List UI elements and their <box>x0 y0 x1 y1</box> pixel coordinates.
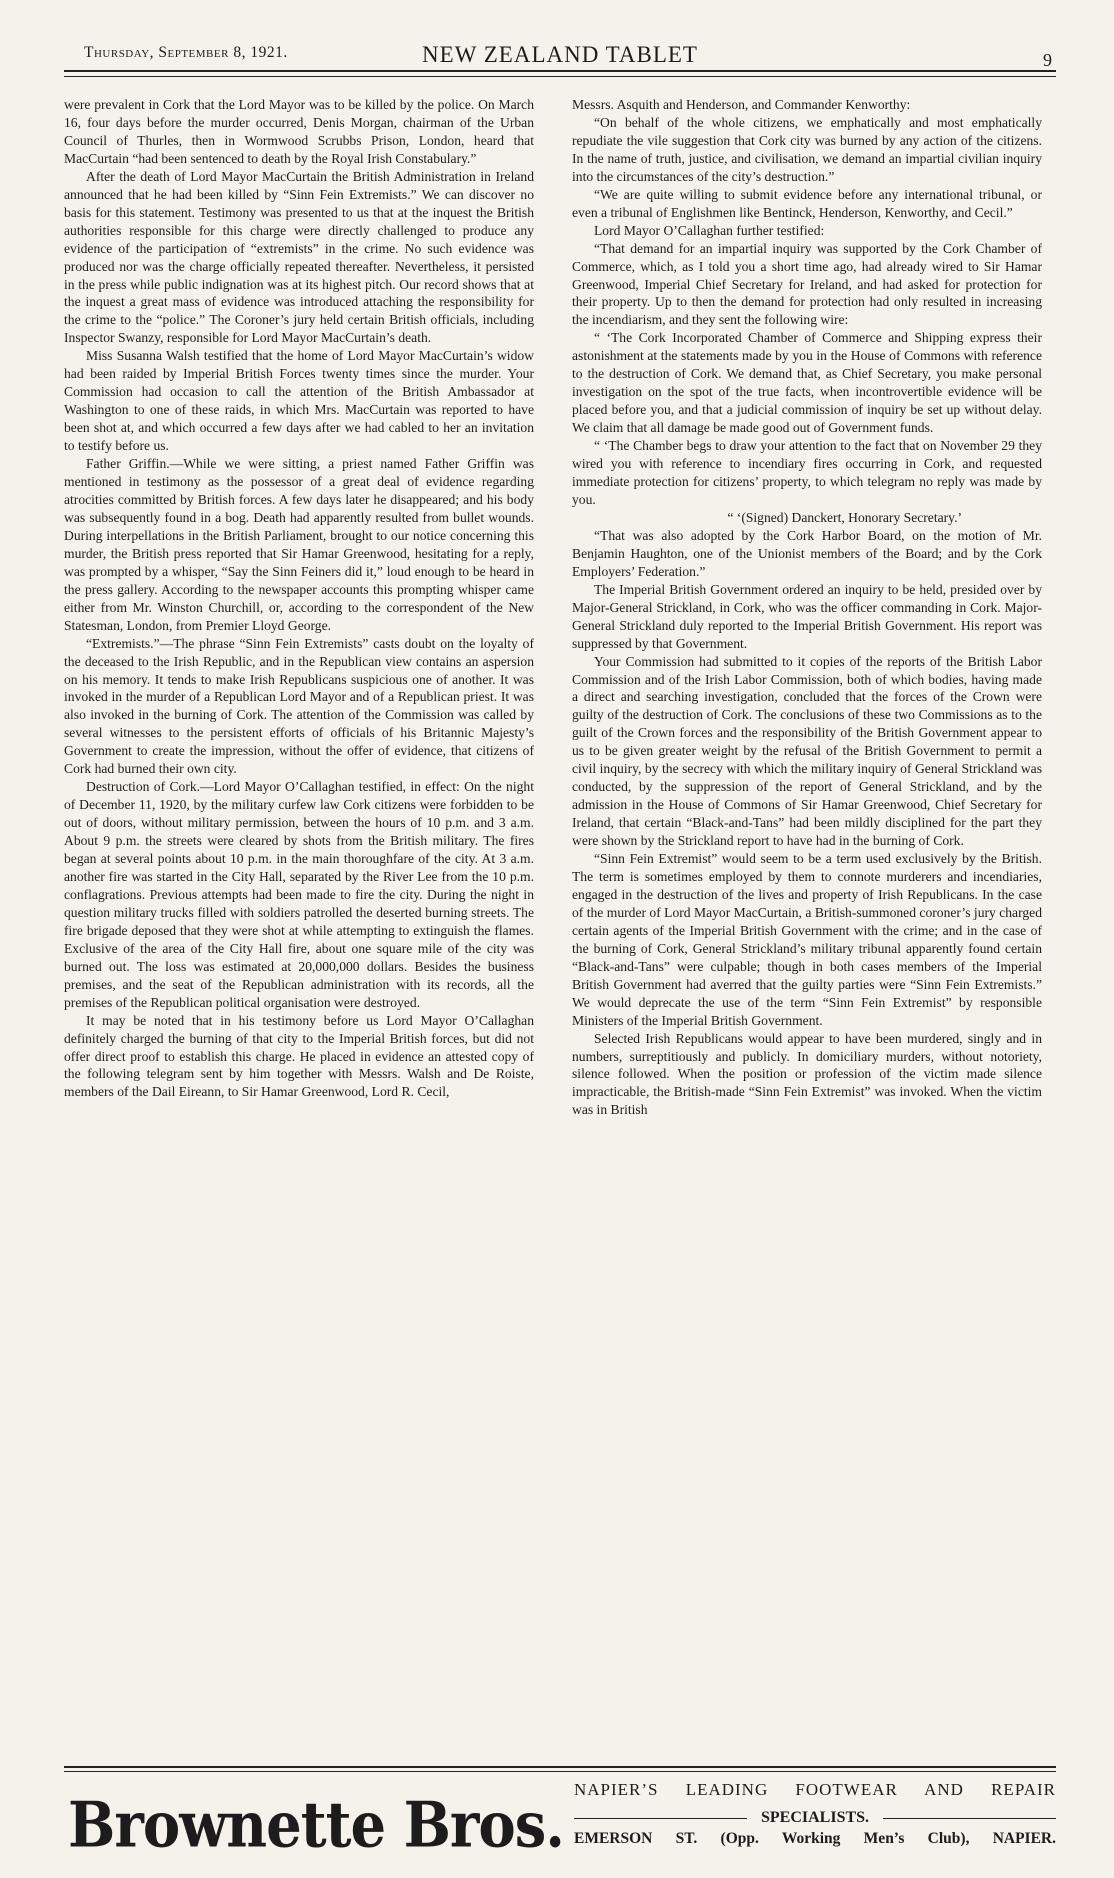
paragraph: Selected Irish Republicans would appear to have been murdered, singly and in numbers, surreptitiously and publicly. In domiciliary murders, without notoriety, silence followed. When the position or profession of the victim made silence impracticable, the British-made “Sinn Fein Extremist” was invoked. When the victim was in British <box>572 1030 1042 1118</box>
signature-line: “ ‘(Signed) Danckert, Honorary Secretary.’ <box>727 509 962 525</box>
ad-brand-name: Brownette Bros. <box>68 1788 564 1863</box>
ad-specialists <box>574 1806 1056 1830</box>
issue-date: Thursday, September 8, 1921. <box>84 44 288 61</box>
left-column <box>64 96 534 1760</box>
newspaper-title: NEW ZEALAND TABLET <box>422 42 698 67</box>
ad-specialists-label: SPECIALISTS. <box>760 1809 870 1826</box>
ad-details <box>574 1780 1056 1854</box>
paragraph: “On behalf of the whole citizens, we emphatically and most emphatically repudiate the vile suggestion that Cork city was burned by any action of the citizens. In the name of truth, justice, and civilisation, we demand an impartial civilian inquiry into the circumstances of the city’s destruction.” <box>572 114 1042 184</box>
masthead <box>64 38 1056 68</box>
right-column <box>572 96 1042 1760</box>
paragraph: were prevalent in Cork that the Lord Mayor was to be killed by the police. On March 16, four days before the murder occurred, Denis Morgan, chairman of the Urban Council of Thurles, then in Wormwood Scrubbs Prison, London, heard that MacCurtain “had been sentenced to death by the Royal Irish Constabulary.” <box>64 97 534 166</box>
divider <box>574 1818 747 1819</box>
paragraph: The Imperial British Government ordered an inquiry to be held, presided over by Major-General Strickland, in Cork, who was the officer commanding in Cork. Major-General Strickland duly reported to the Imperial British Government. His report was suppressed by that Government. <box>572 581 1042 651</box>
paragraph: “That demand for an impartial inquiry was supported by the Cork Chamber of Commerce, which, as I told you a short time ago, had already wired to Sir Hamar Greenwood, Imperial Chief Secretary for Ireland, and had asked for protection for their property. Up to then the demand for protection had only resulted in increasing the incendiarism, and they sent the following wire: <box>572 240 1042 328</box>
paragraph: “Sinn Fein Extremist” would seem to be a term used exclusively by the British. The term is sometimes employed by them to connote murderers and incendiaries, engaged in the destruction of the lives and property of Irish Republicans. In the case of the murder of Lord Mayor MacCurtain, a British-summoned coroner’s jury charged certain agents of the Imperial British Government with the crime; and in the case of the burning of Cork, General Strickland’s military tribunal apparently found certain “Black-and-Tans” were culpable; though in both cases members of the Imperial British Government had averred that the guilty parties were “Sinn Fein Extremists.” We would deprecate the use of the term “Sinn Fein Extremist” by responsible Ministers of the Imperial British Government. <box>572 851 1042 1028</box>
header-rule <box>64 70 1056 72</box>
paragraph: Your Commission had submitted to it copies of the reports of the British Labor Commission and of the Irish Labor Commission, both of which bodies, having made a direct and searching investigation, concluded that the forces of the Crown were guilty of the destruction of Cork. The conclusions of these two Commissions as to the guilt of the Crown forces and the responsibility of the British Government appear to us to be given greater weight by the refusal of the British Government to permit a civil inquiry, by the secrecy with which the military inquiry of General Strickland was conducted, by the suppression of the report of General Strickland, and by the admission in the House of Commons of Sir Hamar Greenwood, Chief Secretary for Ireland, that certain “Black-and-Tans” had been mildly disciplined for the part they were shown by the Strickland report to have had in the burning of Cork. <box>572 653 1042 849</box>
page-number: 9 <box>1043 50 1052 70</box>
paragraph: It may be noted that in his testimony before us Lord Mayor O’Callaghan definitely charged the burning of that city to the Imperial British forces, but did not offer direct proof to establish this charge. He placed in evidence an attested copy of the following telegram sent by him together with Messrs. Walsh and De Roiste, members of the Dail Eireann, to Sir Hamar Greenwood, Lord R. Cecil, <box>64 1012 534 1100</box>
paragraph: Lord Mayor O’Callaghan further testified: <box>594 222 825 238</box>
ad-tagline: NAPIER’S LEADING FOOTWEAR AND REPAIR <box>574 1780 1056 1799</box>
paragraph: Messrs. Asquith and Henderson, and Commander Kenworthy: <box>572 97 911 112</box>
header-rule-thin <box>64 76 1056 77</box>
paragraph: Miss Susanna Walsh testified that the home of Lord Mayor MacCurtain’s widow had been raided by Imperial British Forces twenty times since the murder. Your Commission had occasion to call the attention of the British Ambassador at Washington to one of these raids, in which Mrs. MacCurtain was reported to have been shot at, and which occurred a few days after we had cabled to her an invitation to testify before us. <box>64 348 534 454</box>
paragraph: “ ‘The Chamber begs to draw your attention to the fact that on November 29 they wired you with reference to incendiary fires occurring in Cork, and requested immediate protection for citizens’ property, to which telegram no reply was made by you. <box>572 438 1042 507</box>
article-body <box>64 96 1056 1760</box>
footer-rule-thin <box>64 1771 1056 1772</box>
ad-address: EMERSON ST. (Opp. Working Men’s Club), NAPIER. <box>574 1830 1056 1847</box>
paragraph: Father Griffin.—While we were sitting, a priest named Father Griffin was mentioned in testimony as the possessor of a great deal of evidence regarding atrocities committed by British forces. A few days later he disappeared; and his body was subsequently found in a bog. Death had apparently resulted from bullet wounds. During interpellations in the British Parliament, brought to our notice concerning this murder, the British press reported that Sir Hamar Greenwood, hesitating for a reply, was prompted by a whisper, “Say the Sinn Feiners did it,” loud enough to be heard in the press gallery. According to the newspaper accounts this prompting whisper came either from Mr. Winston Churchill, or, according to the correspondent of the New Statesman, London, from Premier Lloyd George. <box>64 456 534 633</box>
paragraph: “Extremists.”—The phrase “Sinn Fein Extremists” casts doubt on the loyalty of the deceased to the Irish Republic, and in the Republican view contains an aspersion on his memory. It tends to make Irish Republicans suspicious one of another. It was invoked in the murder of a Republican Lord Mayor and of a Republican priest. It was also invoked in the burning of Cork. The attention of the Commission was called by several witnesses to the persistent efforts of officials of his Britannic Majesty’s Government to create the impression, without the offer of evidence, that citizens of Cork had burned their own city. <box>64 635 534 777</box>
footer-rule <box>64 1766 1056 1768</box>
divider <box>883 1818 1056 1819</box>
advertisement <box>64 1780 1056 1870</box>
paragraph: “We are quite willing to submit evidence before any international tribunal, or even a tribunal of Englishmen like Bentinck, Henderson, Kenworthy, and Cecil.” <box>572 186 1042 220</box>
paragraph: “That was also adopted by the Cork Harbor Board, on the motion of Mr. Benjamin Haughton, one of the Unionist members of the Board; and by the Cork Employers’ Federation.” <box>572 527 1042 579</box>
paragraph: After the death of Lord Mayor MacCurtain the British Administration in Ireland announced that he had been killed by “Sinn Fein Extremists.” We can discover no basis for this statement. Testimony was presented to us that at the inquest the British authorities responsible for this charge were directly challenged to produce any evidence of the participation of “extremists” in the crime. No such evidence was produced nor was the charge officially repeated thereafter. Nevertheless, it persisted in the press while public indignation was at its highest pitch. Our record shows that at the inquest a great mass of evidence was introduced attaching the responsibility for the crime to the “police.” The Coroner’s jury held certain British officials, including Inspector Swanzy, responsible for Lord Mayor MacCurtain’s death. <box>64 168 534 346</box>
paragraph: Destruction of Cork.—Lord Mayor O’Callaghan testified, in effect: On the night of December 11, 1920, by the military curfew law Cork citizens were forbidden to be out of doors, without military permission, between the hours of 10 p.m. and 3 a.m. About 9 p.m. the streets were cleared by shots from the British military. The fires began at several points about 10 p.m. in the main thoroughfare of the city. At 3 a.m. another fire was started in the City Hall, separated by the River Lee from the 10 p.m. conflagrations. Previous attempts had been made to fire the city. During the night in question military trucks filled with soldiers patrolled the deserted burning streets. The fire brigade deposed that they were shot at while attempting to extinguish the flames. Exclusive of the area of the City Hall fire, about one square mile of the city was burned out. The loss was estimated at 20,000,000 dollars. Besides the business premises, and the seat of the Republican administration with its records, all the premises of the Republican political organisation were destroyed. <box>64 779 534 1010</box>
paragraph: “ ‘The Cork Incorporated Chamber of Commerce and Shipping express their astonishment at the statements made by you in the House of Commons with reference to the destruction of Cork. We demand that, as Chief Secretary, you make personal investigation on the spot of the true facts, when incontrovertible evidence will be placed before you, and that a judicial commission of inquiry be set up without delay. We claim that all damage be made good out of Government funds. <box>572 330 1042 436</box>
